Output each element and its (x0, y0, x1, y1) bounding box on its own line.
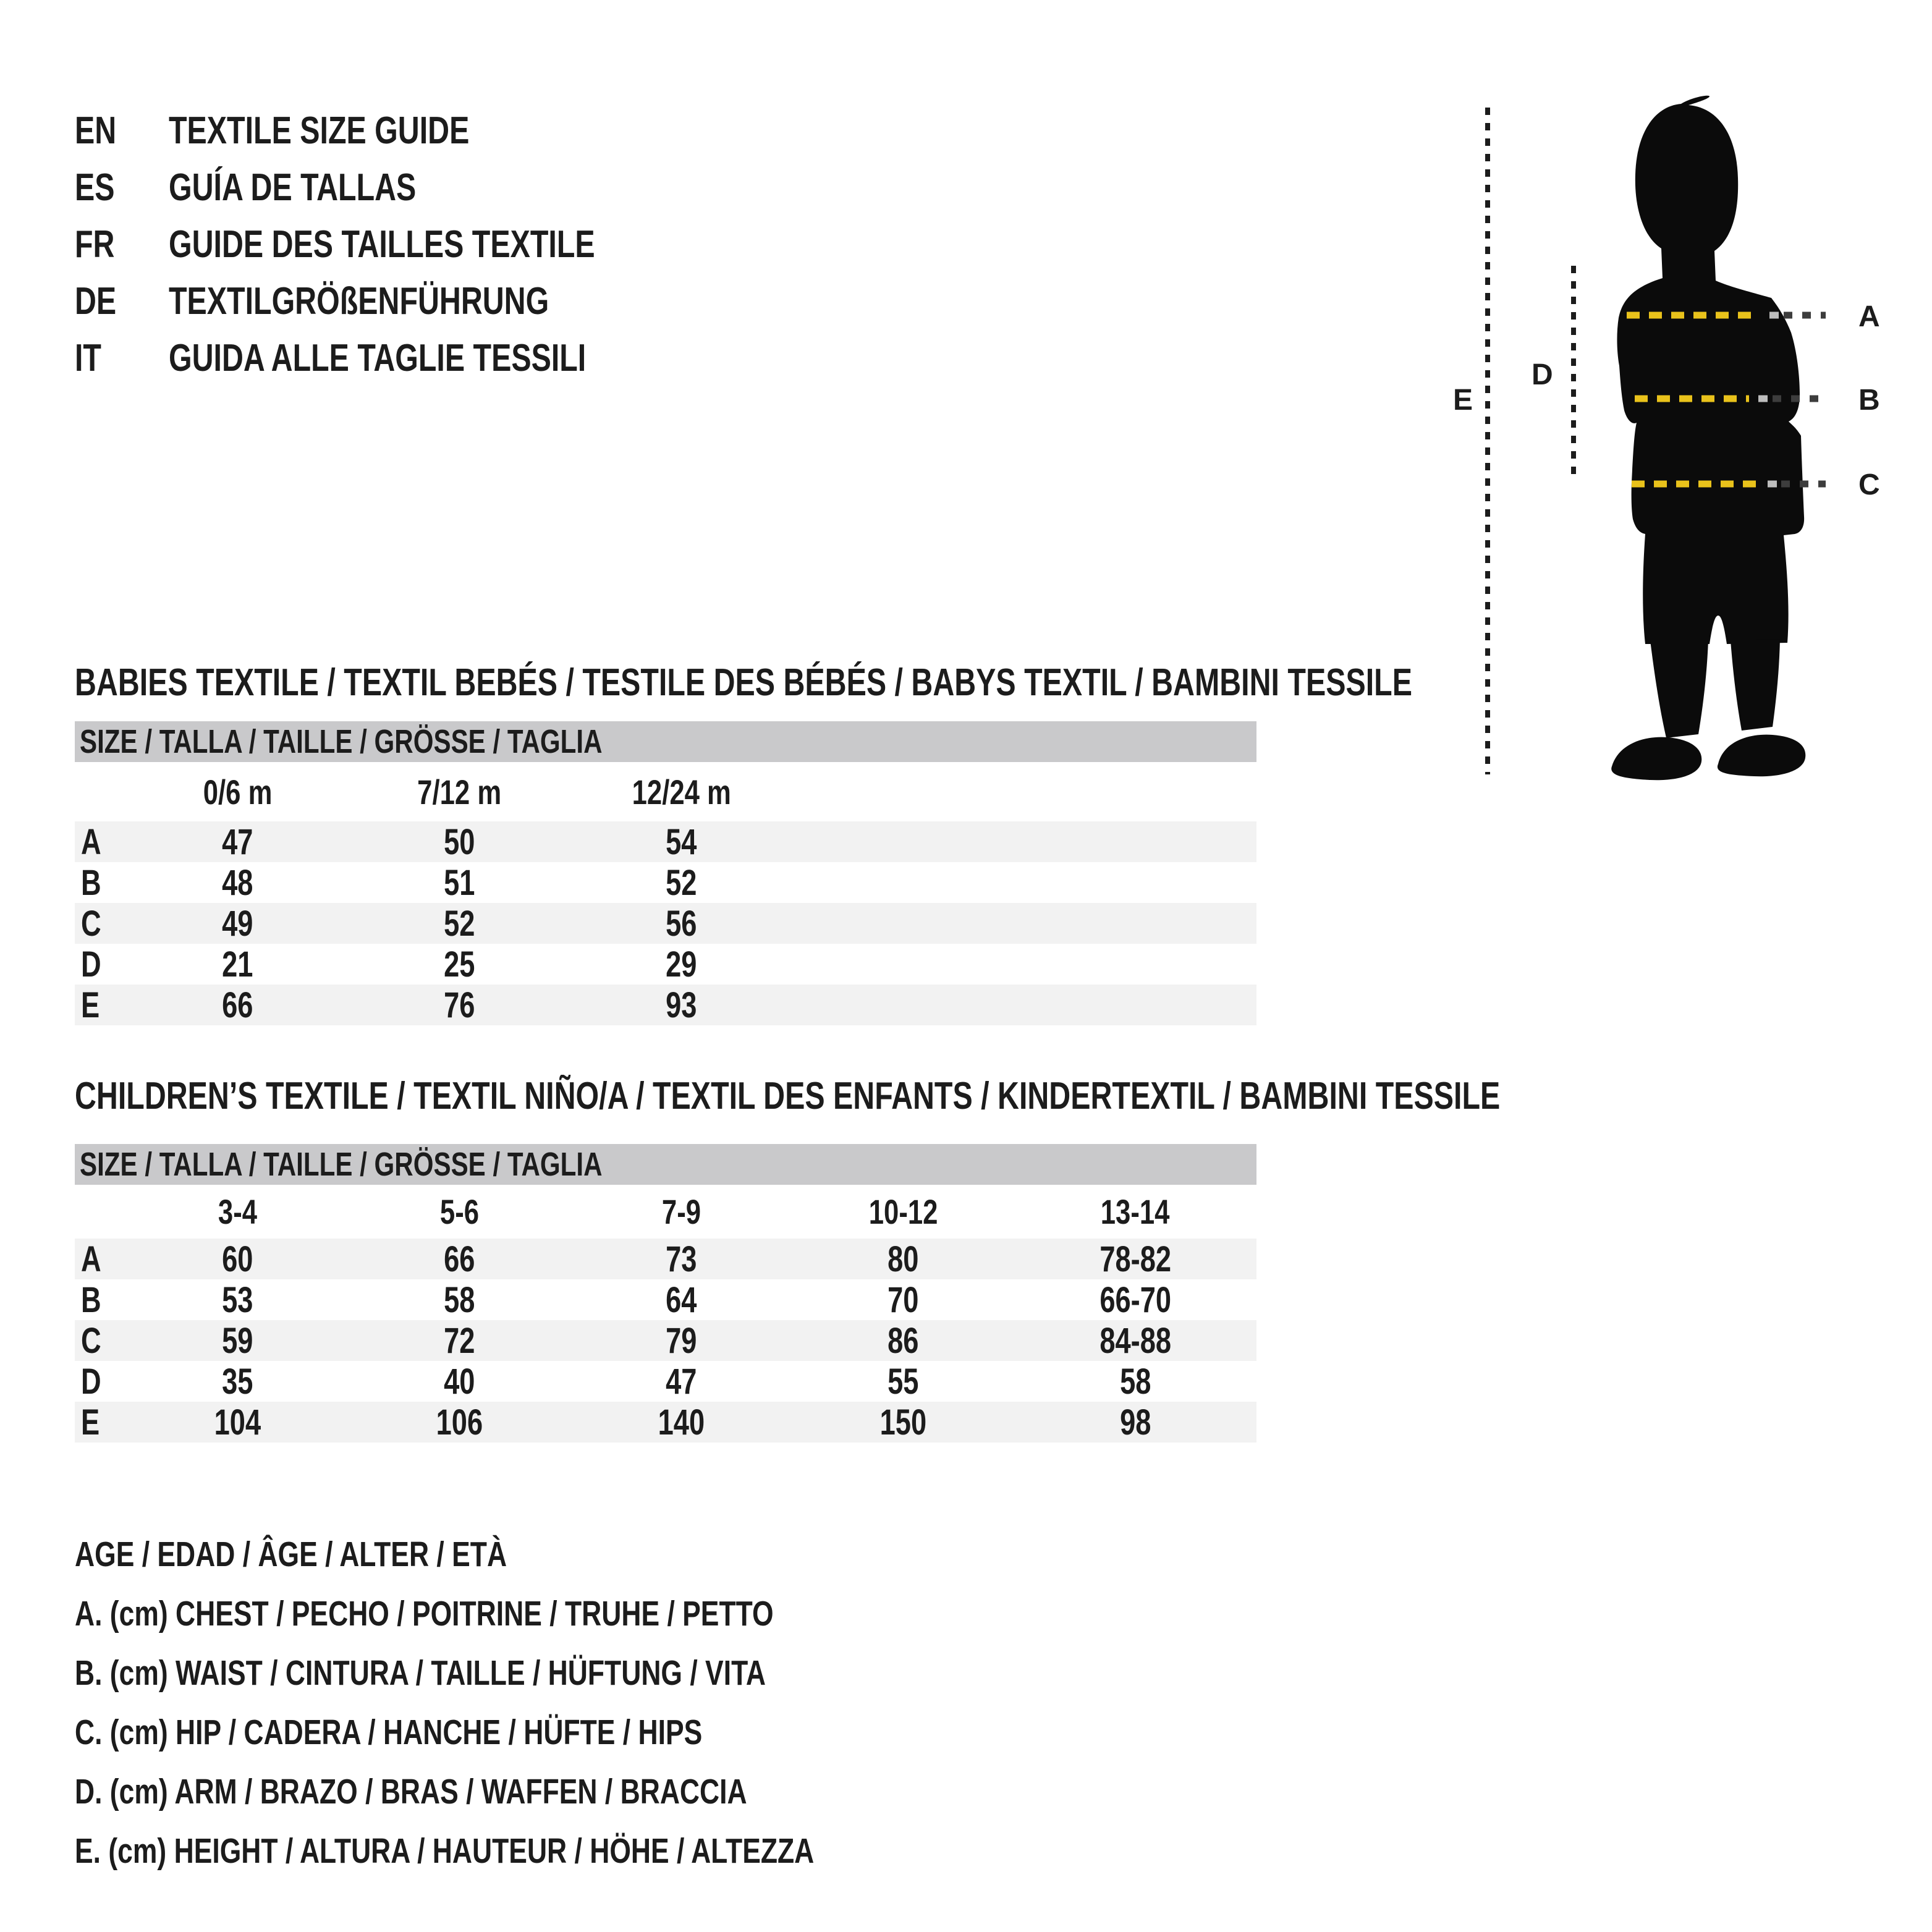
value-cell: 64 (666, 1280, 697, 1320)
language-title-list (75, 102, 715, 386)
language-code: FR (75, 222, 115, 266)
children-section-heading: CHILDREN’S TEXTILE / TEXTIL NIÑO/A / TEXTIL DES ENFANTS / KINDERTEXTIL / BAMBINI TESSILE (75, 1075, 1501, 1117)
label-c: C (1858, 468, 1880, 501)
value-cell: 50 (444, 822, 475, 862)
value-cell: 56 (666, 904, 697, 944)
table-row (75, 1279, 1256, 1320)
legend-chest: A. (cm) CHEST / PECHO / POITRINE / TRUHE / PETTO (75, 1594, 774, 1633)
row-label: B (81, 863, 101, 903)
language-code: EN (75, 109, 117, 152)
legend-height: E. (cm) HEIGHT / ALTURA / HAUTEUR / HÖHE / ALTEZZA (75, 1831, 815, 1871)
language-code: IT (75, 336, 101, 379)
value-cell: 80 (888, 1239, 919, 1279)
table-row (75, 1239, 1256, 1279)
child-silhouette-diagram (1433, 87, 1932, 902)
table-row (75, 903, 1256, 944)
language-row-es (75, 159, 715, 216)
children-col-4: 13-14 (1101, 1192, 1170, 1231)
page-title-it: GUIDA ALLE TAGLIE TESSILI (169, 336, 587, 379)
children-col-0: 3-4 (218, 1192, 258, 1231)
babies-size-table (75, 721, 1256, 1025)
value-cell: 55 (888, 1362, 919, 1402)
value-cell: 60 (222, 1239, 253, 1279)
babies-section-heading: BABIES TEXTILE / TEXTIL BEBÉS / TESTILE DES BÉBÉS / BABYS TEXTIL / BAMBINI TESSILE (75, 661, 1412, 704)
row-label: C (81, 904, 101, 944)
value-cell: 54 (666, 822, 697, 862)
value-cell: 93 (666, 985, 697, 1025)
value-cell: 72 (444, 1321, 475, 1361)
value-cell: 48 (222, 863, 253, 903)
row-label: C (81, 1321, 101, 1361)
value-cell: 86 (888, 1321, 919, 1361)
legend-arm: D. (cm) ARM / BRAZO / BRAS / WAFFEN / BRACCIA (75, 1772, 747, 1811)
legend-waist: B. (cm) WAIST / CINTURA / TAILLE / HÜFTUNG / VITA (75, 1653, 766, 1693)
value-cell: 79 (666, 1321, 697, 1361)
value-cell: 66 (444, 1239, 475, 1279)
value-cell: 58 (444, 1280, 475, 1320)
label-a: A (1858, 300, 1880, 333)
babies-col-2: 12/24 m (632, 772, 731, 811)
value-cell: 150 (879, 1402, 927, 1443)
children-col-3: 10-12 (868, 1192, 938, 1231)
language-row-it (75, 329, 715, 386)
page-title: TEXTILE SIZE GUIDE (169, 109, 470, 152)
value-cell: 76 (444, 985, 475, 1025)
children-size-header-bar: SIZE / TALLA / TAILLE / GRÖSSE / TAGLIA (75, 1144, 1256, 1185)
row-label: D (81, 1362, 101, 1402)
value-cell: 66-70 (1099, 1280, 1171, 1320)
value-cell: 29 (666, 944, 697, 985)
value-cell: 40 (444, 1362, 475, 1402)
page-title-fr: GUIDE DES TAILLES TEXTILE (169, 222, 595, 266)
babies-col-0: 0/6 m (203, 772, 273, 811)
children-column-header-row (75, 1185, 1256, 1239)
table-row (75, 1402, 1256, 1443)
value-cell: 35 (222, 1362, 253, 1402)
measurement-legend (75, 1525, 1023, 1881)
value-cell: 66 (222, 985, 253, 1025)
page-title-es: GUÍA DE TALLAS (169, 166, 417, 209)
value-cell: 47 (222, 822, 253, 862)
table-row (75, 985, 1256, 1025)
row-label: E (81, 985, 100, 1025)
label-b: B (1858, 384, 1880, 417)
silhouette-svg (1433, 87, 1932, 902)
value-cell: 59 (222, 1321, 253, 1361)
table-row (75, 1320, 1256, 1361)
value-cell: 140 (658, 1402, 705, 1443)
value-cell: 106 (436, 1402, 483, 1443)
value-cell: 52 (444, 904, 475, 944)
value-cell: 51 (444, 863, 475, 903)
value-cell: 84-88 (1099, 1321, 1171, 1361)
label-d: D (1532, 358, 1553, 391)
value-cell: 52 (666, 863, 697, 903)
row-label: A (81, 822, 101, 862)
row-label: A (81, 1239, 101, 1279)
page-title-de: TEXTILGRÖßENFÜHRUNG (169, 279, 549, 323)
babies-size-header-bar: SIZE / TALLA / TAILLE / GRÖSSE / TAGLIA (75, 721, 1256, 762)
children-size-table (75, 1144, 1256, 1443)
value-cell: 58 (1119, 1362, 1151, 1402)
row-label: D (81, 944, 101, 985)
table-row (75, 821, 1256, 862)
legend-hip: C. (cm) HIP / CADERA / HANCHE / HÜFTE / HIPS (75, 1713, 703, 1752)
children-col-2: 7-9 (661, 1192, 701, 1231)
value-cell: 98 (1119, 1402, 1151, 1443)
language-row-de (75, 273, 715, 329)
value-cell: 53 (222, 1280, 253, 1320)
language-code: DE (75, 279, 117, 323)
table-row (75, 862, 1256, 903)
row-label: B (81, 1280, 101, 1320)
value-cell: 70 (888, 1280, 919, 1320)
value-cell: 47 (666, 1362, 697, 1402)
language-row-en (75, 102, 715, 159)
legend-age: AGE / EDAD / ÂGE / ALTER / ETÀ (75, 1535, 507, 1574)
value-cell: 104 (214, 1402, 261, 1443)
value-cell: 73 (666, 1239, 697, 1279)
value-cell: 78-82 (1099, 1239, 1171, 1279)
table-row (75, 944, 1256, 985)
value-cell: 49 (222, 904, 253, 944)
label-e: E (1453, 384, 1473, 417)
language-code: ES (75, 166, 115, 209)
row-label: E (81, 1402, 100, 1443)
babies-column-header-row (75, 762, 1256, 821)
value-cell: 25 (444, 944, 475, 985)
babies-col-1: 7/12 m (417, 772, 502, 811)
children-col-1: 5-6 (439, 1192, 480, 1231)
table-row (75, 1361, 1256, 1402)
language-row-fr (75, 216, 715, 273)
value-cell: 21 (222, 944, 253, 985)
